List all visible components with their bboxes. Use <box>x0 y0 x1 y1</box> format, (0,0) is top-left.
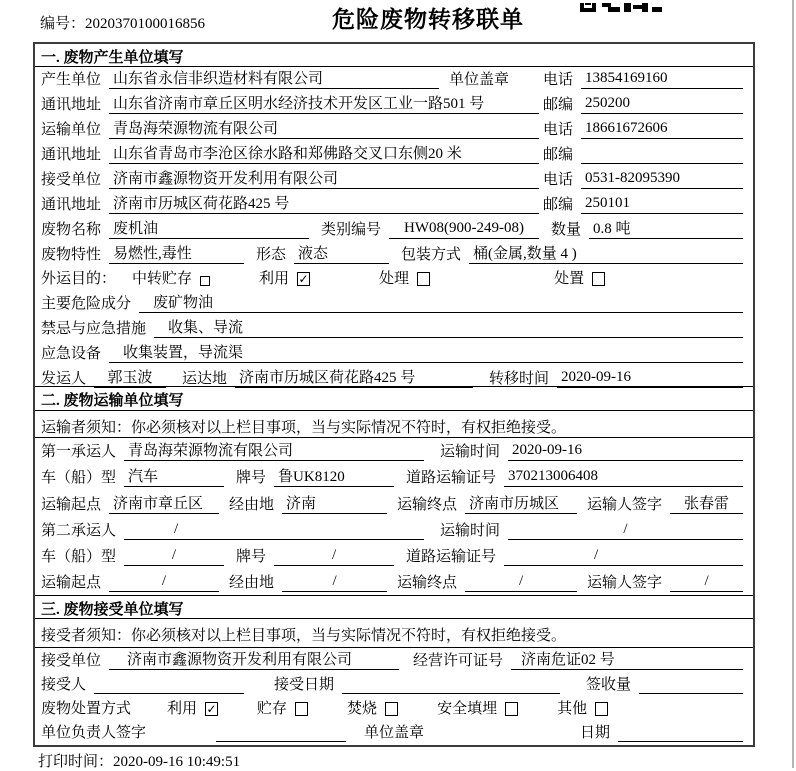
section2-notice: 运输者须知：你必须核对以上栏目事项，当与实际情况不符时，有权拒绝接受。 <box>35 411 753 438</box>
section1-title: 一. 废物产生单位填写 <box>35 44 753 67</box>
disposal-use-label: 利用 <box>167 701 198 717</box>
carrier2-permit-label: 道路运输证号 <box>406 548 497 565</box>
row-carrier2-vehicle <box>35 543 753 569</box>
taboo-measures-label: 禁忌与应急措施 <box>41 321 147 337</box>
carrier1-plate-value: 鲁UK8120 <box>274 465 394 487</box>
carrier2-via-value: / <box>282 573 387 592</box>
main-hazard-label: 主要危险成分 <box>41 296 132 312</box>
destination-label: 运达地 <box>182 371 228 387</box>
row-taboo-measures <box>35 316 753 341</box>
section3-title: 三. 废物接受单位填写 <box>35 595 753 619</box>
transport-unit-value: 青岛海荣源物流有限公司 <box>109 117 539 139</box>
sign-date-label: 日期 <box>580 725 611 741</box>
carrier2-end-value: / <box>465 573 577 592</box>
section1-rows <box>35 67 753 386</box>
unit-seal-label: 单位盖章 <box>449 72 510 88</box>
transfer-time-label: 转移时间 <box>489 371 550 387</box>
signed-qty-value <box>639 675 743 694</box>
receive-unit-label: 接受单位 <box>41 172 102 188</box>
doc-number-label: 编号： <box>40 16 86 32</box>
accept-seal-label: 单位盖章 <box>364 725 425 741</box>
carrier2-sign-value: / <box>670 573 743 592</box>
row-receiver <box>35 673 753 697</box>
transport-addr-value: 山东省青岛市李沧区徐水路和郑佛路交叉口东侧20 米 <box>109 142 539 164</box>
purpose-treat-label: 处理 <box>379 271 410 287</box>
receive-zip-value: 250101 <box>581 195 743 214</box>
consignor-label: 发运人 <box>41 371 87 387</box>
consignor-value: 郭玉波 <box>94 366 166 388</box>
carrier1-end-value: 济南市历城区 <box>465 492 577 514</box>
form-label: 形态 <box>256 247 287 263</box>
produce-addr-value: 山东省济南市章丘区明水经济技术开发区工业一路501 号 <box>109 92 539 114</box>
doc-number <box>40 12 205 33</box>
disposal-burn-checkbox <box>385 702 398 716</box>
carrier2-label: 第二承运人 <box>41 522 117 539</box>
disposal-landfill-checkbox <box>505 702 518 716</box>
row-carrier1 <box>35 438 753 464</box>
sign-date-value <box>618 723 743 742</box>
taboo-measures-value: 收集、导流 <box>154 316 743 338</box>
carrier2-via-label: 经由地 <box>229 574 275 591</box>
accept-unit-label: 接受单位 <box>41 653 102 669</box>
carrier1-sign-value: 张春雷 <box>670 492 743 514</box>
purpose-dispose-label: 处置 <box>554 271 585 287</box>
carrier1-vehicle-value: 汽车 <box>124 465 224 487</box>
carrier2-permit-value: / <box>504 547 743 566</box>
carrier1-via-label: 经由地 <box>229 496 275 513</box>
carrier2-origin-value: / <box>109 573 219 592</box>
carrier1-vehicle-label: 车（船）型 <box>41 470 117 487</box>
row-disposal-method <box>35 697 753 721</box>
form-value: 液态 <box>294 242 389 264</box>
carrier2-sign-label: 运输人签字 <box>587 574 663 591</box>
section2-title: 二. 废物运输单位填写 <box>35 386 753 411</box>
row-produce-addr <box>35 92 753 117</box>
disposal-other-label: 其他 <box>557 701 588 717</box>
receive-zip-label: 邮编 <box>542 197 573 213</box>
carrier2-vehicle-label: 车（船）型 <box>41 548 117 565</box>
character-value: 易燃性,毒性 <box>109 242 244 264</box>
section3-rows <box>35 648 753 745</box>
purpose-use-checkbox: ✓ <box>298 272 309 286</box>
qty-value: 0.8 吨 <box>589 217 743 239</box>
print-time-value: 2020-09-16 10:49:51 <box>113 754 241 770</box>
receive-date-label: 接受日期 <box>274 677 335 693</box>
row-accept-unit <box>35 648 753 673</box>
produce-phone-label: 电话 <box>542 72 573 88</box>
section3-notice: 接受者须知：你必须核对以上栏目事项，当与实际情况不符时，有权拒绝接受。 <box>35 619 753 648</box>
transport-phone-value: 18661672606 <box>581 120 743 139</box>
row-receive-addr <box>35 192 753 217</box>
produce-zip-label: 邮编 <box>542 97 573 113</box>
signed-qty-label: 签收量 <box>586 677 632 693</box>
receive-phone-value: 0531-82095390 <box>581 170 743 189</box>
qty-label: 数量 <box>551 222 582 238</box>
carrier2-time-value: / <box>508 521 743 540</box>
receive-unit-value: 济南市鑫源物资开发利用有限公司 <box>109 167 539 189</box>
disposal-method-label: 废物处置方式 <box>41 701 132 717</box>
packing-value: 桶(金属,数量 4 ) <box>469 242 743 264</box>
purpose-dispose-checkbox <box>592 272 605 286</box>
purpose-transfer-checkbox <box>200 276 210 286</box>
emergency-equipment-label: 应急设备 <box>41 346 102 362</box>
produce-unit-value: 山东省永信非织造材料有限公司 <box>109 67 439 89</box>
business-permit-label: 经营许可证号 <box>413 653 504 669</box>
produce-phone-value: 13854169160 <box>581 70 743 89</box>
disposal-use-checkbox: ✓ <box>206 702 217 716</box>
leader-sign-label: 单位负责人签字 <box>41 725 147 741</box>
transport-zip-value <box>581 145 743 164</box>
row-emergency-equipment <box>35 341 753 366</box>
carrier1-label: 第一承运人 <box>41 444 117 461</box>
disposal-store-label: 贮存 <box>257 701 288 717</box>
receive-addr-label: 通讯地址 <box>41 197 102 213</box>
carrier2-plate-value: / <box>274 547 394 566</box>
transport-unit-label: 运输单位 <box>41 122 102 138</box>
row-waste-character <box>35 242 753 267</box>
transfer-time-value: 2020-09-16 <box>557 369 743 388</box>
produce-addr-label: 通讯地址 <box>41 97 102 113</box>
destination-value: 济南市历城区荷花路425 号 <box>235 366 473 388</box>
disposal-other-checkbox <box>595 702 608 716</box>
carrier1-origin-label: 运输起点 <box>41 496 102 513</box>
carrier2-vehicle-value: / <box>124 547 224 566</box>
row-transport-unit <box>35 117 753 142</box>
disposal-burn-label: 焚烧 <box>347 701 378 717</box>
receiver-value <box>94 675 244 694</box>
print-time-label: 打印时间： <box>38 754 114 770</box>
purpose-label: 外运目的： <box>41 271 117 287</box>
business-permit-value: 济南危证02 号 <box>511 648 743 670</box>
row-produce-unit <box>35 67 753 92</box>
carrier1-end-label: 运输终点 <box>397 496 458 513</box>
purpose-transfer-label: 中转贮存 <box>132 271 193 287</box>
row-transport-addr <box>35 142 753 167</box>
row-waste-name <box>35 217 753 242</box>
page-edge-divider <box>792 0 794 768</box>
row-leader-sign <box>35 721 753 745</box>
carrier1-time-label: 运输时间 <box>440 444 501 461</box>
category-value: HW08(900-249-08) <box>389 220 539 239</box>
carrier2-time-label: 运输时间 <box>440 522 501 539</box>
purpose-treat-checkbox <box>417 272 430 286</box>
carrier1-origin-value: 济南市章丘区 <box>109 492 219 514</box>
character-label: 废物特性 <box>41 247 102 263</box>
row-carrier1-route <box>35 490 753 516</box>
carrier1-name-value: 青岛海荣源物流有限公司 <box>124 439 424 461</box>
emergency-equipment-value: 收集装置，导流渠 <box>109 341 743 363</box>
row-carrier2 <box>35 517 753 543</box>
accept-unit-value: 济南市鑫源物资开发利用有限公司 <box>109 648 399 670</box>
row-purpose <box>35 267 753 291</box>
leader-sign-value <box>216 723 346 742</box>
carrier1-permit-value: 370213006408 <box>504 468 743 487</box>
packing-label: 包装方式 <box>401 247 462 263</box>
row-main-hazard <box>35 291 753 316</box>
main-hazard-value: 废矿物油 <box>139 291 743 313</box>
receive-phone-label: 电话 <box>542 172 573 188</box>
produce-zip-value: 250200 <box>581 95 743 114</box>
carrier2-origin-label: 运输起点 <box>41 574 102 591</box>
category-label: 类别编号 <box>321 222 382 238</box>
disposal-store-checkbox <box>295 702 308 716</box>
purpose-use-label: 利用 <box>259 271 290 287</box>
manifest-form <box>33 42 755 747</box>
doc-number-value: 2020370100016856 <box>85 16 206 32</box>
produce-unit-label: 产生单位 <box>41 72 102 88</box>
transport-zip-label: 邮编 <box>542 147 573 163</box>
qr-code-fragment-icon <box>580 0 664 17</box>
carrier2-plate-label: 牌号 <box>236 548 267 565</box>
carrier1-sign-label: 运输人签字 <box>587 496 663 513</box>
transport-phone-label: 电话 <box>542 122 573 138</box>
section2-rows <box>35 438 753 595</box>
carrier1-permit-label: 道路运输证号 <box>406 470 497 487</box>
receiver-label: 接受人 <box>41 677 87 693</box>
row-receive-unit <box>35 167 753 192</box>
disposal-landfill-label: 安全填埋 <box>437 701 498 717</box>
waste-name-label: 废物名称 <box>41 222 102 238</box>
receive-date-value <box>342 675 560 694</box>
carrier2-name-value: / <box>124 521 424 540</box>
carrier1-via-value: 济南 <box>282 492 387 514</box>
carrier1-time-value: 2020-09-16 <box>508 442 743 461</box>
carrier2-end-label: 运输终点 <box>397 574 458 591</box>
row-carrier2-route <box>35 569 753 595</box>
transport-addr-label: 通讯地址 <box>41 147 102 163</box>
page-title: 危险废物转移联单 <box>332 7 524 32</box>
carrier1-plate-label: 牌号 <box>236 470 267 487</box>
receive-addr-value: 济南市历城区荷花路425 号 <box>109 192 539 214</box>
waste-name-value: 废机油 <box>109 217 309 239</box>
row-carrier1-vehicle <box>35 464 753 490</box>
